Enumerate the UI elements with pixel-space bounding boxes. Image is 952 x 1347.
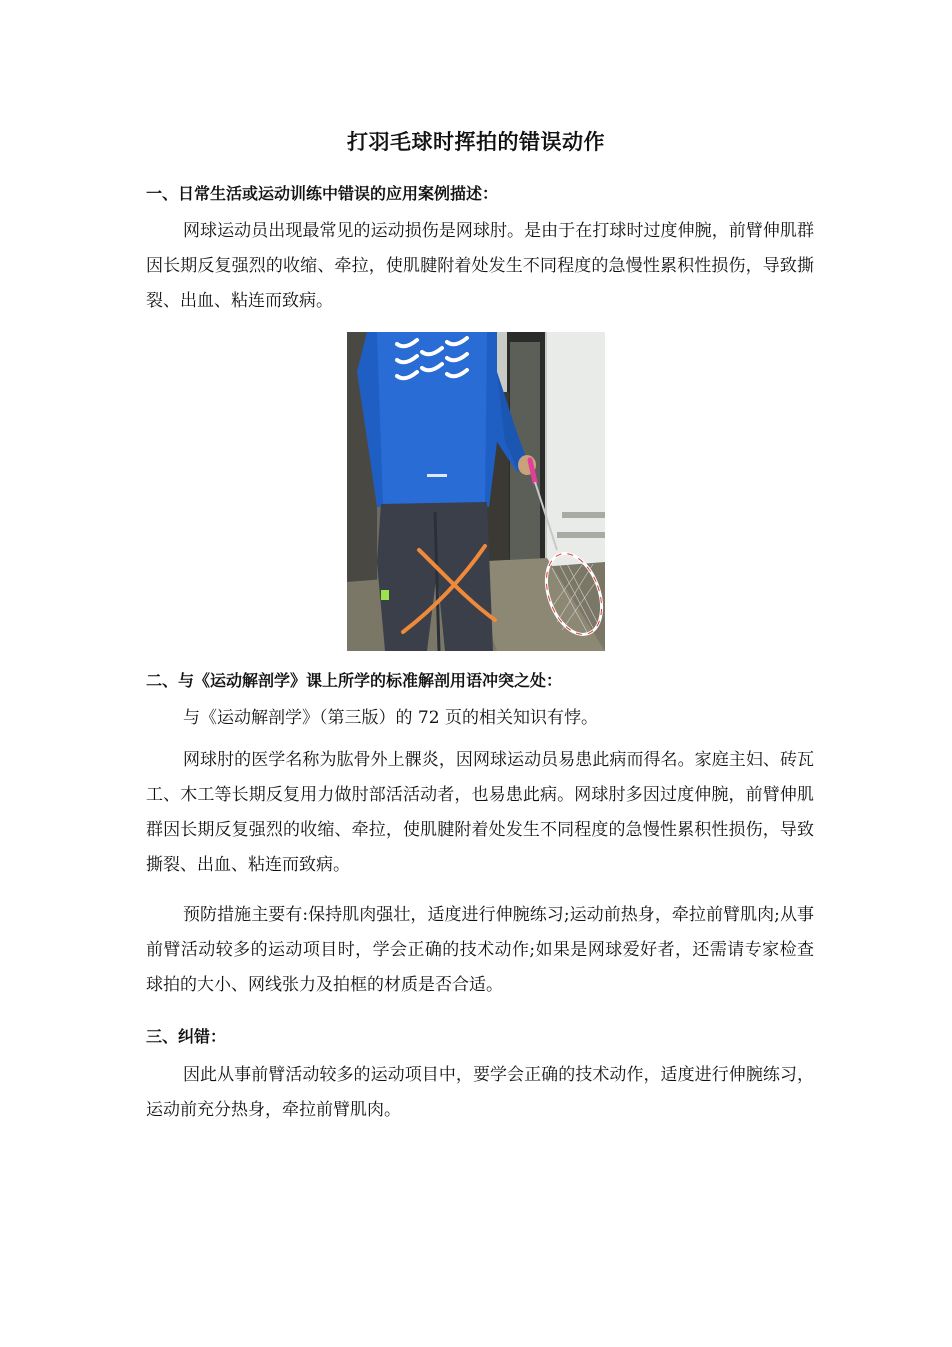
section-2-paragraph-1: 与《运动解剖学》（第三版）的 72 页的相关知识有悖。 xyxy=(183,708,598,728)
section-1-heading: 一、日常生活或运动训练中错误的应用案例描述： xyxy=(146,184,499,203)
section-2-paragraph-3: 预防措施主要有:保持肌肉强壮，适度进行伸腕练习;运动前热身，牵拉前臂肌肉;从事前臂活动较多的运动项目时，学会正确的技术动作;如果是网球爱好者，还需请专家检查球拍的大小、网线张力及拍框的材质是否合适。 xyxy=(146,905,814,995)
badminton-wrong-grip-photo xyxy=(347,332,605,651)
document-title: 打羽毛球时挥拍的错误动作 xyxy=(347,130,605,154)
section-3-heading: 三、纠错： xyxy=(146,1027,227,1046)
section-2-heading: 二、与《运动解剖学》课上所学的标准解剖用语冲突之处： xyxy=(146,671,563,690)
section-3-paragraph-1: 因此从事前臂活动较多的运动项目中，要学会正确的技术动作，适度进行伸腕练习，运动前充分热身，牵拉前臂肌肉。 xyxy=(146,1065,814,1120)
section-1-paragraph-1: 网球运动员出现最常见的运动损伤是网球肘。是由于在打球时过度伸腕，前臂伸肌群因长期反复强烈的收缩、牵拉，使肌腱附着处发生不同程度的急慢性累积性损伤，导致撕裂、出血、粘连而致病。 xyxy=(146,221,814,311)
section-2-paragraph-2: 网球肘的医学名称为肱骨外上髁炎，因网球运动员易患此病而得名。家庭主妇、砖瓦工、木工等长期反复用力做肘部活活动者，也易患此病。网球肘多因过度伸腕，前臂伸肌群因长期反复强烈的收缩、牵拉，使肌腱附着处发生不同程度的急慢性累积性损伤，导致撕裂、出血、粘连而致病。 xyxy=(146,750,814,875)
